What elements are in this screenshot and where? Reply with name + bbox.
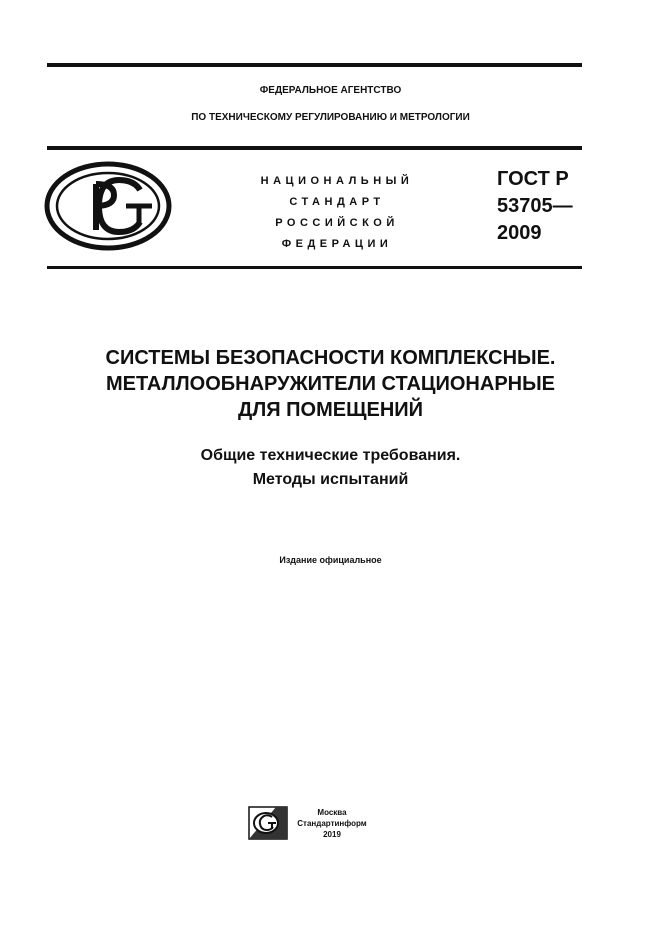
publisher-name: Стандартинформ (297, 819, 367, 828)
subtitle-line-1: Общие технические требования. (200, 447, 461, 464)
standard-type-line-1: НАЦИОНАЛЬНЫЙ (260, 175, 414, 187)
document-subtitle (30, 444, 631, 492)
title-line-3: ДЛЯ ПОМЕЩЕНИЙ (237, 399, 424, 421)
document-title (30, 345, 631, 423)
header-rule-bottom (47, 266, 582, 269)
standartinform-logo-icon (248, 806, 288, 840)
standard-type-line-2: СТАНДАРТ (289, 196, 385, 208)
subtitle-line-2: Методы испытаний (252, 471, 409, 488)
publisher-info (292, 807, 372, 840)
designation-line-2: 53705— (497, 195, 573, 217)
publisher-year: 2019 (323, 830, 341, 839)
publisher-city: Москва (317, 808, 347, 817)
rst-certification-mark-icon (44, 160, 172, 252)
designation-line-3: 2009 (497, 222, 542, 244)
standard-type-line-4: ФЕДЕРАЦИИ (281, 238, 393, 250)
title-line-2: МЕТАЛЛООБНАРУЖИТЕЛИ СТАЦИОНАРНЫЕ (105, 373, 556, 395)
agency-line-1: ФЕДЕРАЛЬНОЕ АГЕНТСТВО (259, 85, 402, 96)
edition-label: Издание официальное (279, 555, 382, 565)
top-rule (47, 63, 582, 67)
standard-type-line-3: РОССИЙСКОЙ (275, 217, 399, 229)
header-rule-top (47, 146, 582, 150)
standard-type (232, 171, 442, 255)
standard-designation (497, 166, 573, 247)
agency-line-2: ПО ТЕХНИЧЕСКОМУ РЕГУЛИРОВАНИЮ И МЕТРОЛОГИИ (191, 112, 470, 123)
title-line-1: СИСТЕМЫ БЕЗОПАСНОСТИ КОМПЛЕКСНЫЕ. (105, 347, 556, 369)
designation-line-1: ГОСТ Р (497, 168, 569, 190)
